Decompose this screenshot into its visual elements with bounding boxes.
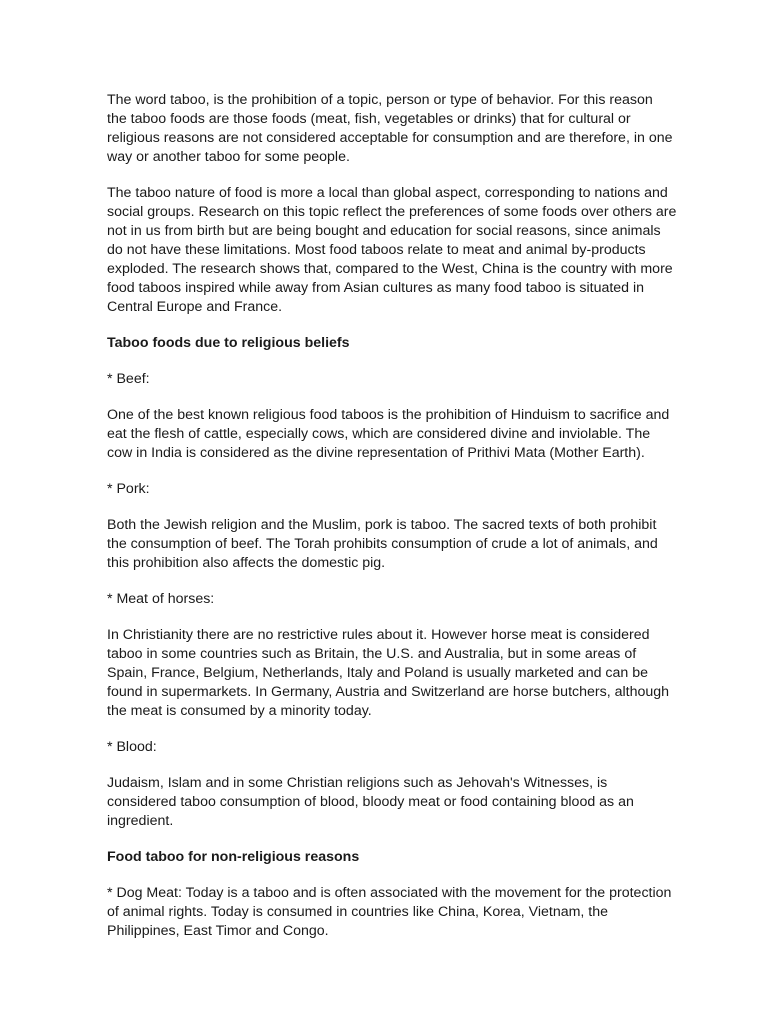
text-line: cow in India is considered as the divine representation of Prithivi Mata (Mother Earth). [107, 445, 645, 461]
text-line: In Christianity there are no restrictive rules about it. However horse meat is considered [107, 627, 650, 643]
text-line: considered taboo consumption of blood, bloody meat or food containing blood as an [107, 794, 634, 810]
pork-paragraph [107, 516, 672, 573]
text-line: exploded. The research shows that, compared to the West, China is the country with more [107, 261, 673, 277]
taboo-nature-paragraph [107, 184, 677, 317]
text-line: religious reasons are not considered acceptable for consumption and are therefore, in one [107, 130, 673, 146]
text-line: * Pork: [107, 481, 150, 497]
text-line: food taboos inspired while away from Asian cultures as many food taboo is situated in [107, 280, 645, 296]
text-line: Judaism, Islam and in some Christian religions such as Jehovah's Witnesses, is [107, 775, 608, 791]
text-line: way or another taboo for some people. [107, 149, 350, 165]
heading-text: Food taboo for non-religious reasons [107, 849, 360, 865]
section-heading-religious [107, 334, 672, 353]
text-line: * Beef: [107, 371, 150, 387]
item-label-blood [107, 738, 672, 757]
text-line: social groups. Research on this topic reflect the preferences of some foods over others are [107, 204, 677, 220]
blood-paragraph [107, 774, 672, 831]
text-line: do not have these limitations. Most food taboos relate to meat and animal by-products [107, 242, 646, 258]
item-label-beef [107, 370, 672, 389]
text-line: The taboo nature of food is more a local than global aspect, corresponding to nations and [107, 185, 668, 201]
text-line: eat the flesh of cattle, especially cows, which are considered divine and inviolable. The [107, 426, 651, 442]
text-line: Spain, France, Belgium, Netherlands, Italy and Poland is usually marketed and can be [107, 665, 649, 681]
dog-meat-paragraph [107, 884, 672, 941]
text-line: taboo in some countries such as Britain, the U.S. and Australia, but in some areas of [107, 646, 637, 662]
text-line: not in us from birth but are being bought and education for social reasons, since animals [107, 223, 661, 239]
intro-paragraph [107, 91, 672, 167]
text-line: One of the best known religious food taboos is the prohibition of Hinduism to sacrifice and [107, 407, 670, 423]
text-line: found in supermarkets. In Germany, Austria and Switzerland are horse butchers, although [107, 684, 670, 700]
text-line: ingredient. [107, 813, 174, 829]
text-line: the taboo foods are those foods (meat, fish, vegetables or drinks) that for cultural or [107, 111, 631, 127]
section-heading-non-religious [107, 848, 672, 867]
text-line: Philippines, East Timor and Congo. [107, 923, 329, 939]
text-line: * Meat of horses: [107, 591, 215, 607]
heading-text: Taboo foods due to religious beliefs [107, 335, 350, 351]
text-line: Central Europe and France. [107, 299, 283, 315]
text-line: of animal rights. Today is consumed in countries like China, Korea, Vietnam, the [107, 904, 609, 920]
item-label-horse-meat [107, 590, 672, 609]
text-line: the meat is consumed by a minority today. [107, 703, 372, 719]
text-line: * Dog Meat: Today is a taboo and is often associated with the movement for the protection [107, 885, 672, 901]
text-line: the consumption of beef. The Torah prohibits consumption of crude a lot of animals, and [107, 536, 658, 552]
text-line: * Blood: [107, 739, 157, 755]
text-line: this prohibition also affects the domestic pig. [107, 555, 386, 571]
item-label-pork [107, 480, 672, 499]
beef-paragraph [107, 406, 672, 463]
horse-meat-paragraph [107, 626, 672, 721]
text-line: The word taboo, is the prohibition of a topic, person or type of behavior. For this reason [107, 92, 653, 108]
text-line: Both the Jewish religion and the Muslim, pork is taboo. The sacred texts of both prohibit [107, 517, 657, 533]
